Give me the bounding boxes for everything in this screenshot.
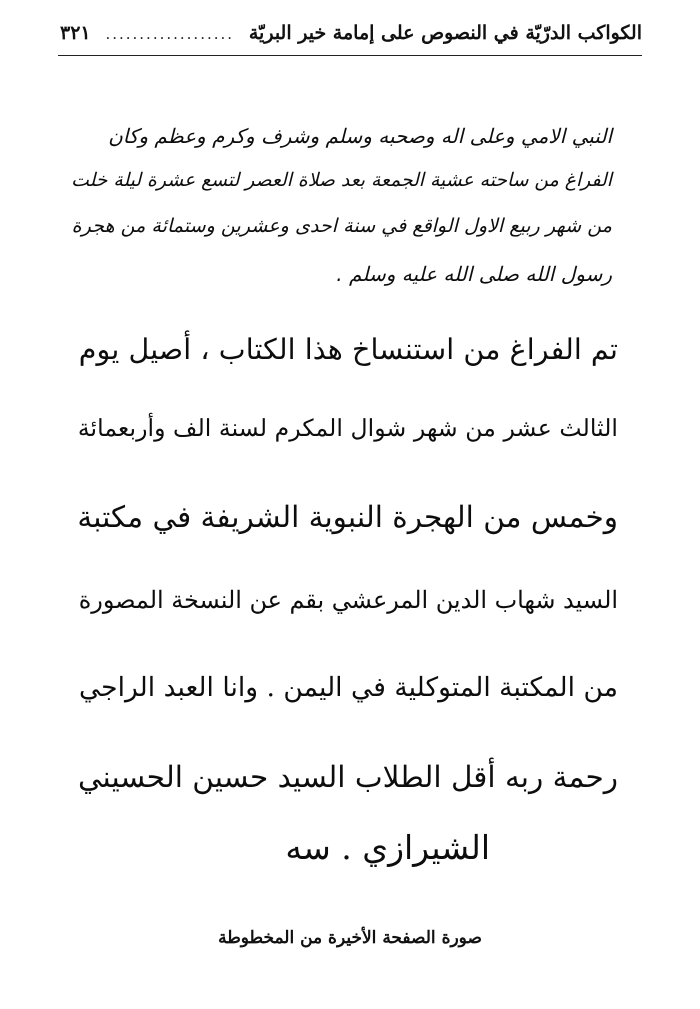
running-title: الكواكب الدرّيّة في النصوص على إمامة خير البريّة: [248, 22, 642, 44]
manuscript-large-line-4: السيد شهاب الدين المرعشي بقم عن النسخة المصورة: [78, 586, 618, 614]
manuscript-small-line-1: النبي الامي وعلى اله وصحبه وسلم وشرف وكرم وعظم وكان: [108, 124, 612, 148]
figure-caption: صورة الصفحة الأخيرة من المخطوطة: [218, 928, 482, 948]
running-header: [60, 22, 642, 52]
manuscript-large-line-6: رحمة ربه أقل الطلاب السيد حسين الحسيني: [77, 760, 618, 794]
header-leader-dots: ...................: [105, 25, 235, 43]
header-rule: [58, 55, 642, 56]
manuscript-large-line-5: من المكتبة المتوكلية في اليمن . وانا العبد الراجي: [78, 672, 618, 703]
manuscript-large-line-3: وخمس من الهجرة النبوية الشريفة في مكتبة: [77, 500, 618, 534]
manuscript-large-line-7: الشيرازي . سه: [285, 828, 490, 867]
manuscript-small-line-2: الفراغ من ساحته عشية الجمعة بعد صلاة العصر لتسع عشرة ليلة خلت: [71, 170, 612, 191]
manuscript-large-line-1: تم الفراغ من استنساخ هذا الكتاب ، أصيل يوم: [78, 332, 618, 366]
manuscript-large-line-2: الثالث عشر من شهر شوال المكرم لسنة الف وأربعمائة: [77, 414, 618, 442]
page-number: ٣٢١: [60, 22, 91, 44]
manuscript-small-line-3: من شهر ربيع الاول الواقع في سنة احدى وعشرين وستمائة من هجرة: [71, 214, 612, 237]
manuscript-small-line-4: رسول الله صلى الله عليه وسلم .: [336, 262, 612, 286]
